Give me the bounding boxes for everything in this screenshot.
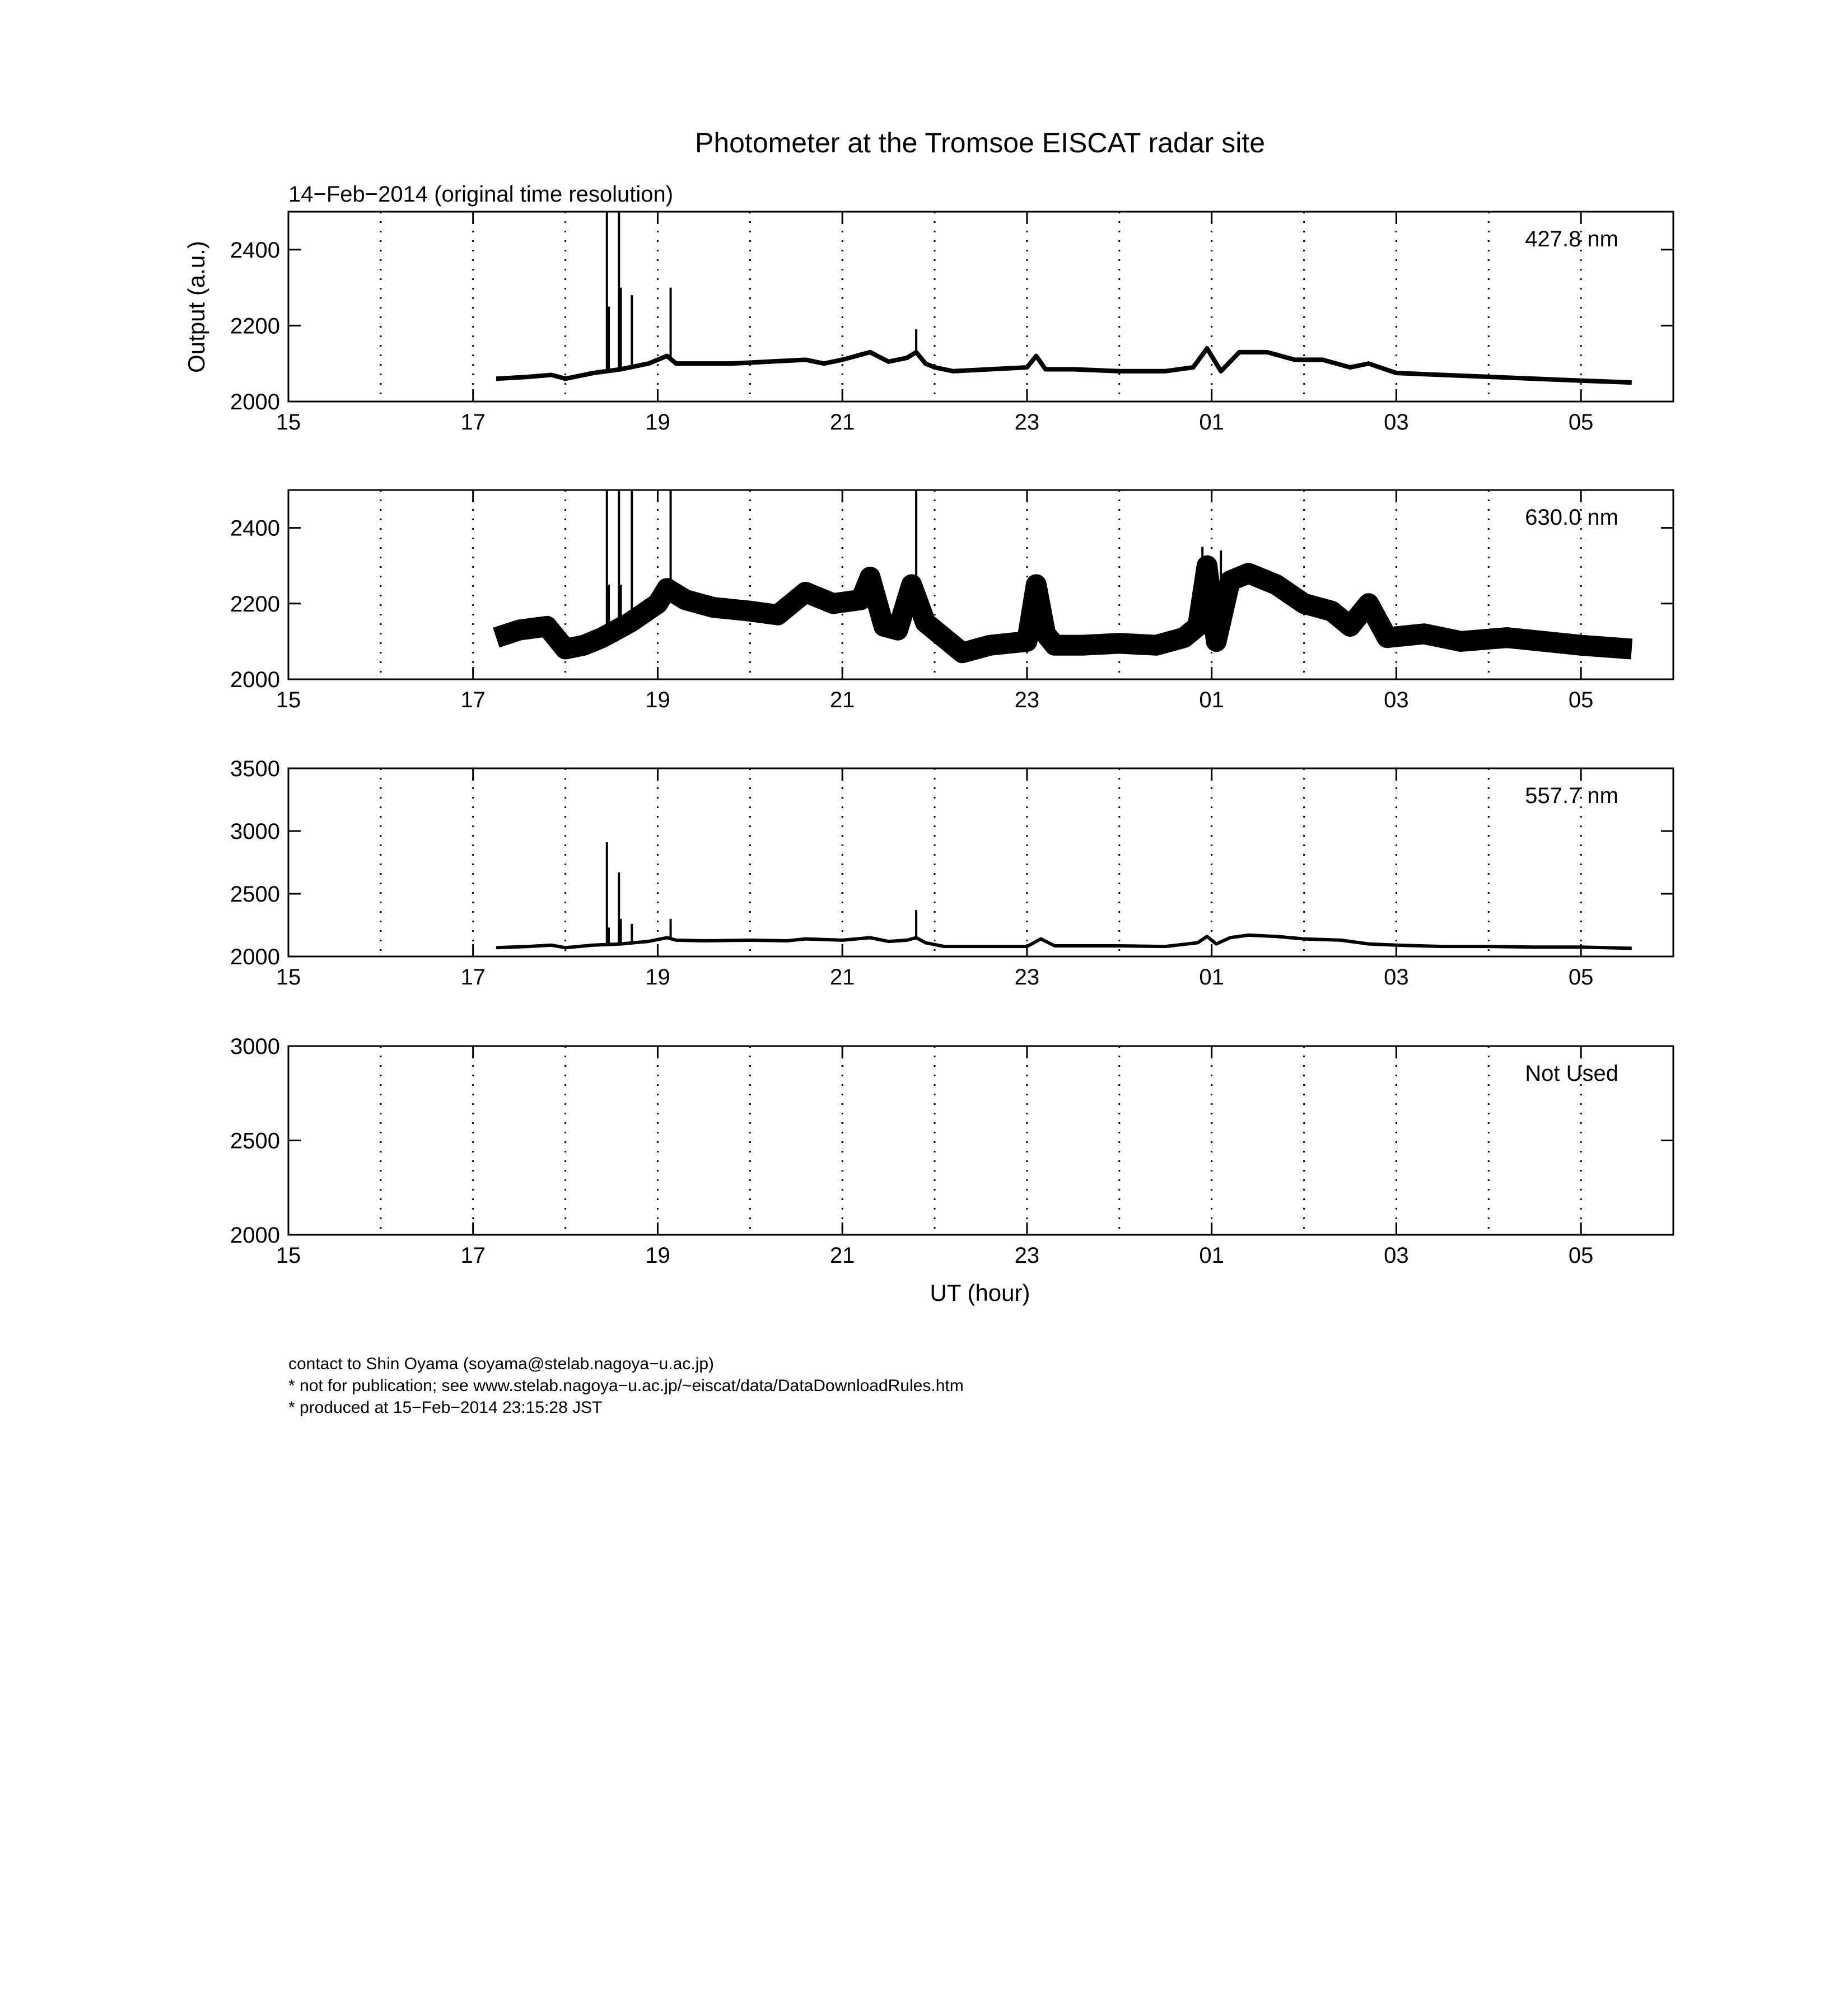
x-tick-label: 05 [1568, 965, 1594, 990]
x-tick-label: 23 [1014, 1243, 1040, 1268]
x-tick-label: 23 [1014, 965, 1040, 990]
series-line [496, 348, 1632, 382]
x-tick-label: 17 [460, 965, 486, 990]
x-tick-label: 17 [460, 410, 486, 435]
panel-1 [230, 212, 1673, 435]
x-tick-label: 21 [829, 965, 855, 990]
panel-label: 630.0 nm [1525, 505, 1618, 530]
x-tick-label: 01 [1199, 410, 1224, 435]
x-tick-label: 05 [1568, 410, 1594, 435]
x-tick-label: 19 [645, 965, 670, 990]
y-tick-label: 2500 [230, 1128, 280, 1154]
panel-2 [230, 490, 1673, 712]
x-tick-label: 03 [1384, 965, 1409, 990]
x-tick-label: 15 [276, 1243, 301, 1268]
x-tick-label: 05 [1568, 688, 1594, 712]
x-tick-label: 03 [1384, 688, 1409, 712]
x-axis-label: UT (hour) [930, 1280, 1030, 1306]
series-line [496, 566, 1632, 652]
y-tick-label: 2000 [230, 390, 280, 414]
chart-panels [230, 212, 1673, 1268]
x-tick-label: 19 [645, 1243, 670, 1268]
plot-frame [288, 212, 1673, 402]
footer-notes [288, 1355, 964, 1417]
x-tick-label: 21 [829, 1243, 855, 1268]
y-tick-label: 2400 [230, 237, 280, 263]
series-line [496, 935, 1632, 949]
footer-publication-note: * not for publication; see www.stelab.nagoya−u.ac.jp/~eiscat/data/DataDownloadRules.htm [288, 1376, 964, 1395]
x-tick-label: 05 [1568, 1243, 1594, 1268]
footer-contact: contact to Shin Oyama (soyama@stelab.nagoya−u.ac.jp) [288, 1355, 715, 1373]
y-tick-label: 2500 [230, 882, 280, 907]
footer-produced-at: * produced at 15−Feb−2014 23:15:28 JST [288, 1398, 603, 1417]
figure-subtitle: 14−Feb−2014 (original time resolution) [288, 182, 674, 207]
x-tick-label: 01 [1199, 688, 1224, 712]
x-tick-label: 15 [276, 410, 301, 435]
y-tick-label: 2200 [230, 591, 280, 617]
plot-frame [288, 768, 1673, 956]
panel-label: 557.7 nm [1525, 783, 1618, 808]
x-tick-label: 23 [1014, 410, 1040, 435]
x-tick-label: 19 [645, 688, 670, 712]
x-tick-label: 01 [1199, 965, 1224, 990]
y-axis-label: Output (a.u.) [183, 241, 209, 373]
panel-label: Not Used [1525, 1061, 1618, 1086]
x-tick-label: 15 [276, 688, 301, 712]
x-tick-label: 15 [276, 965, 301, 990]
panel-label: 427.8 nm [1525, 227, 1618, 251]
x-tick-label: 03 [1384, 410, 1409, 435]
x-tick-label: 23 [1014, 688, 1040, 712]
figure-title: Photometer at the Tromsoe EISCAT radar site [694, 127, 1266, 158]
panel-3 [230, 757, 1673, 990]
plot-frame [288, 1046, 1673, 1235]
y-tick-label: 2000 [230, 1223, 280, 1248]
x-tick-label: 17 [460, 688, 486, 712]
y-tick-label: 3500 [230, 757, 280, 781]
x-tick-label: 03 [1384, 1243, 1409, 1268]
y-tick-label: 2400 [230, 516, 280, 541]
x-tick-label: 21 [829, 410, 855, 435]
y-tick-label: 2000 [230, 668, 280, 692]
y-tick-label: 2000 [230, 945, 280, 969]
y-tick-label: 3000 [230, 819, 280, 844]
x-tick-label: 17 [460, 1243, 486, 1268]
x-tick-label: 19 [645, 410, 670, 435]
y-tick-label: 2200 [230, 314, 280, 339]
x-tick-label: 21 [829, 688, 855, 712]
x-tick-label: 01 [1199, 1243, 1224, 1268]
y-tick-label: 3000 [230, 1034, 280, 1059]
panel-4 [230, 1034, 1673, 1268]
